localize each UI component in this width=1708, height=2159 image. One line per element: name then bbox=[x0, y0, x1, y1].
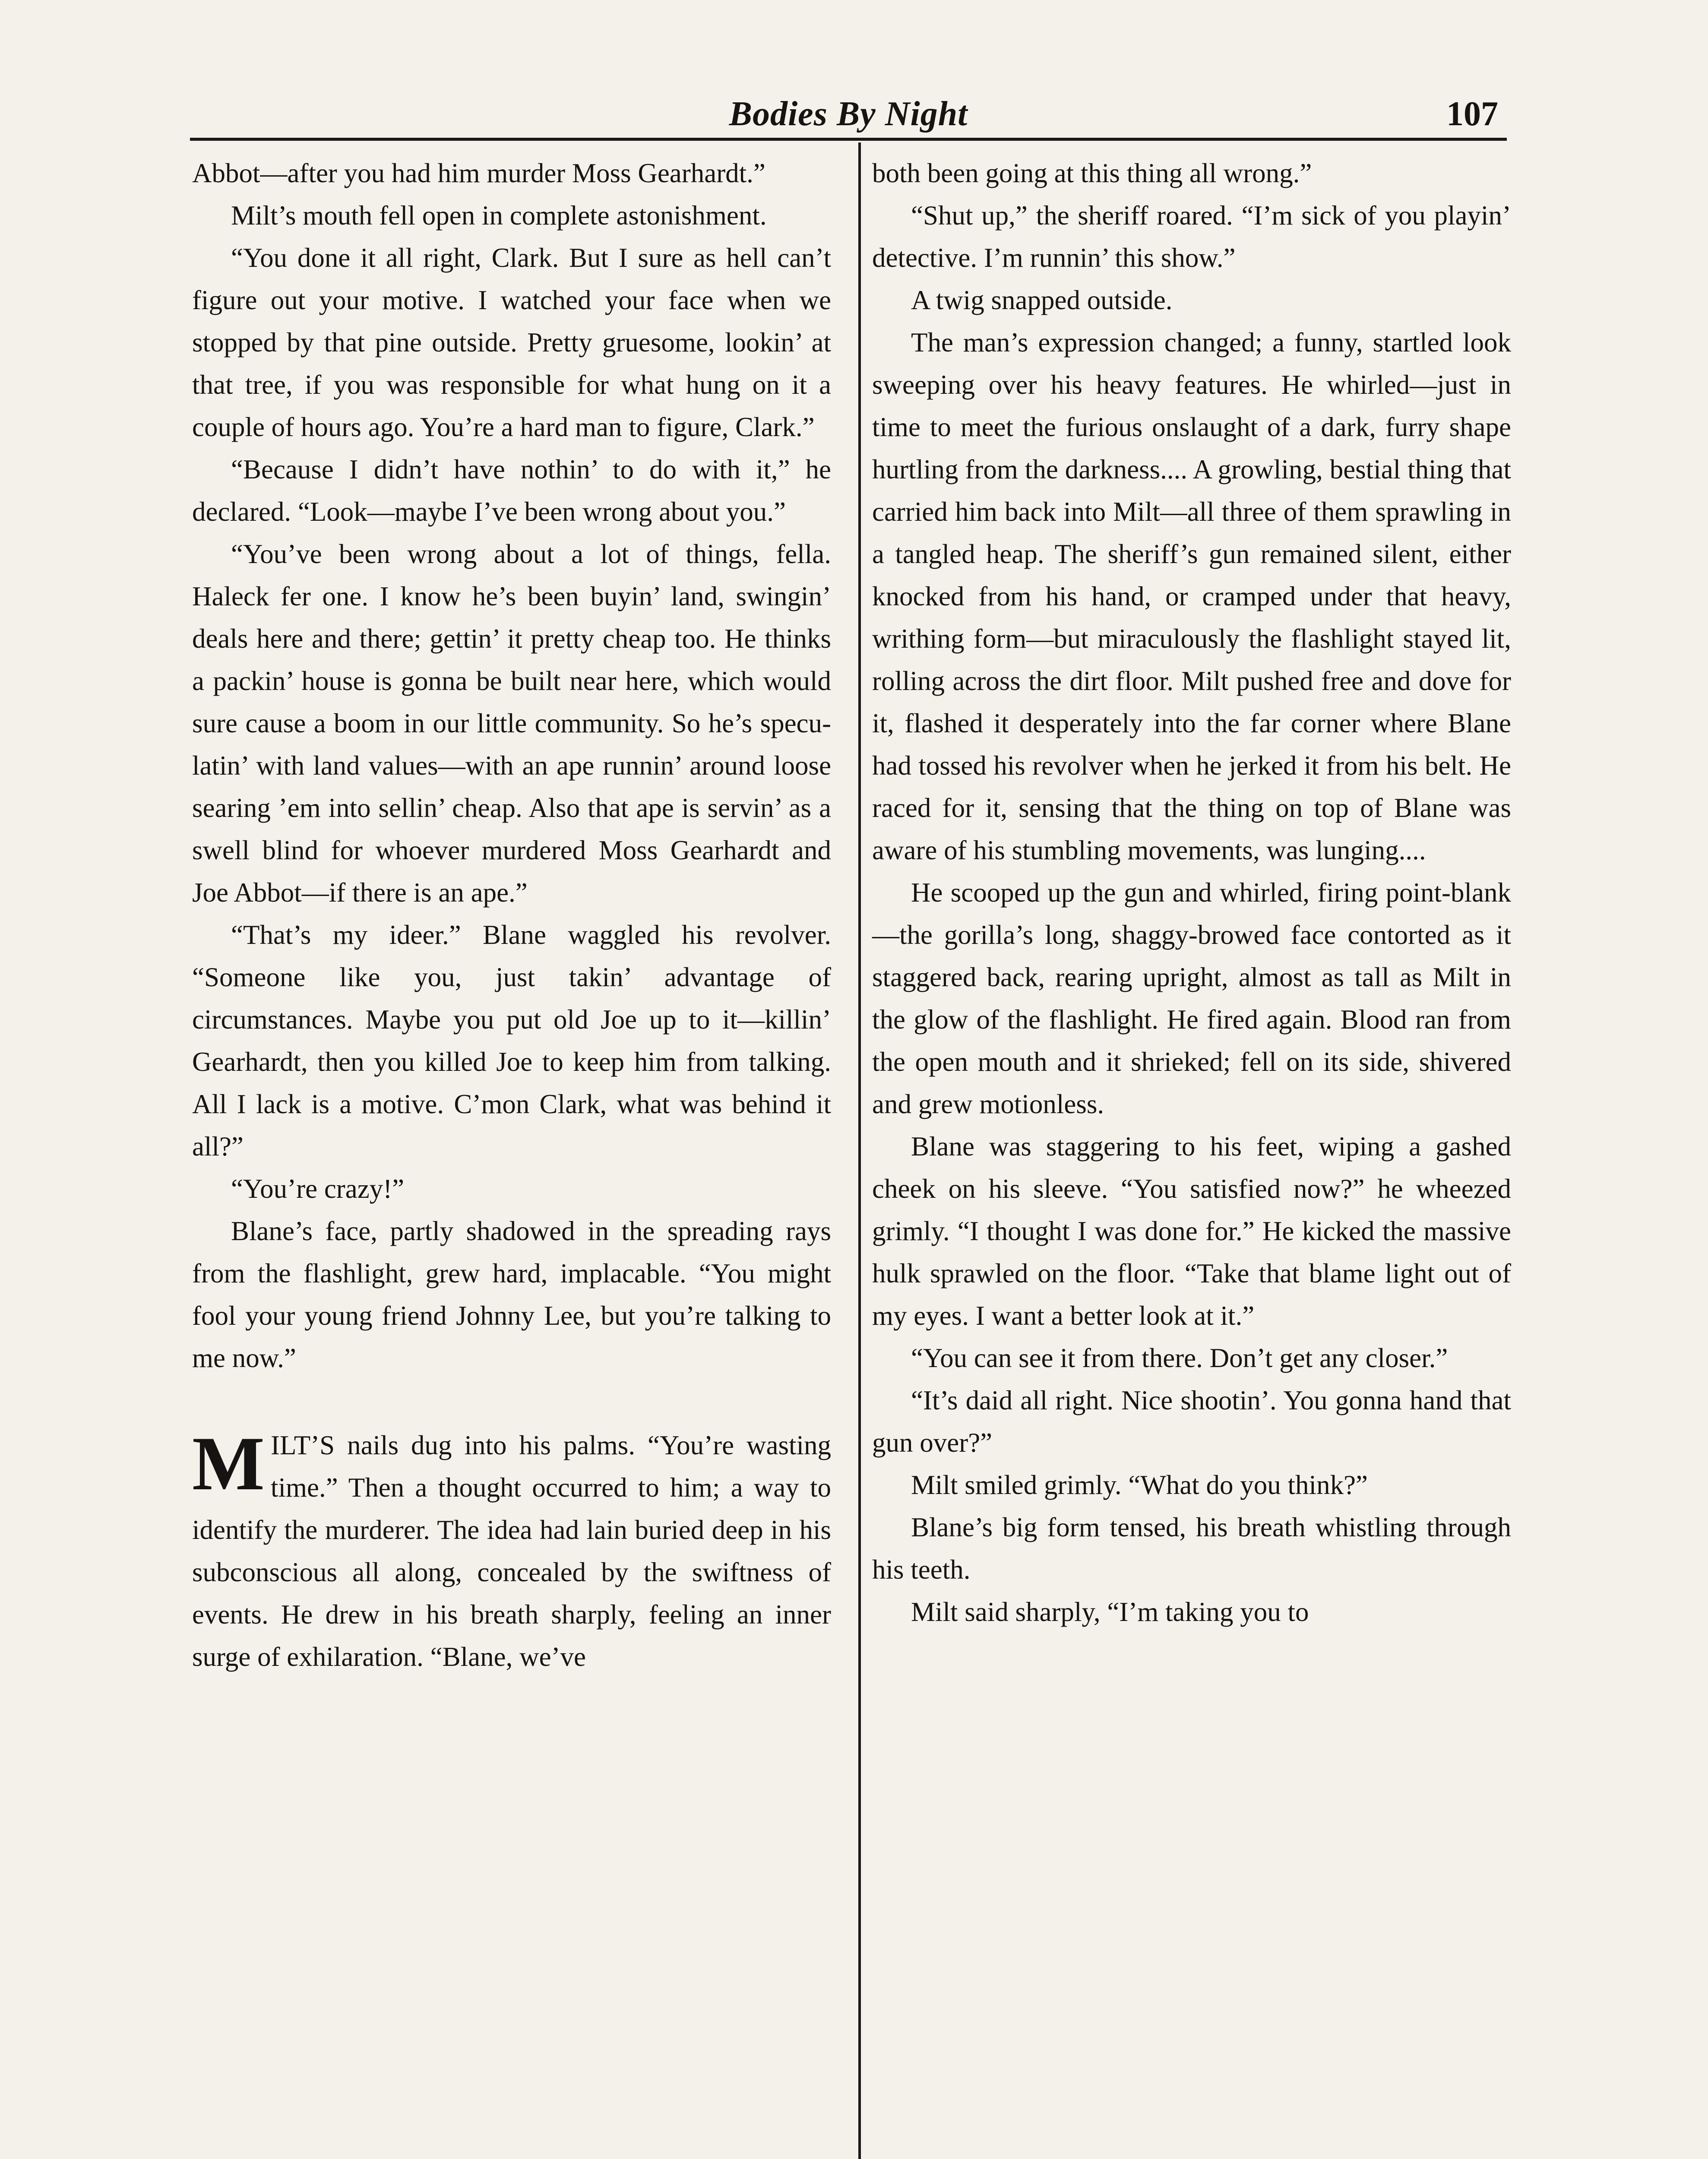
drop-cap: M bbox=[192, 1421, 265, 1506]
paragraph: “You done it all right, Clark. But I sure as hell can’t figure out your motive. I watched your face when we stopped by that pine outside. Pretty gruesome, lookin’ at that tree, if you was responsible for what hung on it a couple of hours ago. You’re a hard man to figure, Clark.” bbox=[192, 243, 831, 442]
paragraph: both been going at this thing all wrong.” bbox=[872, 158, 1312, 188]
paragraph: A twig snapped outside. bbox=[911, 285, 1173, 315]
paragraph: “That’s my ideer.” Blane waggled his revolver. “Someone like you, just takin’ advantage of circumstances. Maybe you put old Joe up to it—killin’ Gearhardt, then you killed Joe to keep him from talking. All I lack is a motive. C’mon Clark, what was behind it all?” bbox=[192, 920, 831, 1162]
page-number: 107 bbox=[1446, 95, 1498, 133]
left-column bbox=[192, 152, 831, 1678]
running-title: Bodies By Night bbox=[729, 95, 968, 133]
paragraph: “Shut up,” the sheriff roared. “I’m sick of you playin’ detective. I’m runnin’ this show.” bbox=[872, 200, 1511, 273]
paragraph: “You’re crazy!” bbox=[231, 1174, 405, 1204]
column-divider bbox=[858, 142, 861, 2159]
paragraph: He scooped up the gun and whirled, firing point-blank—the gorilla’s long, shaggy-browed face contorted as it staggered back, rearing upright, almost as tall as Milt in the glow of the flashlight. He fired again. Blood ran from the open mouth and it shrieked; fell on its side, shivered and grew motionless. bbox=[872, 877, 1511, 1119]
header-rule bbox=[190, 138, 1507, 141]
page-header bbox=[190, 85, 1507, 141]
paragraph: Milt smiled grimly. “What do you think?” bbox=[911, 1470, 1368, 1500]
paragraph: “You can see it from there. Don’t get any closer.” bbox=[911, 1343, 1448, 1373]
paragraph: “It’s daid all right. Nice shootin’. You gonna hand that gun over?” bbox=[872, 1385, 1511, 1458]
paragraph: Blane’s face, partly shadowed in the spreading rays from the flashlight, grew hard, implacable. “You might fool your young friend Johnny Lee, but you’re talking to me now.” bbox=[192, 1216, 831, 1373]
paragraph: “Because I didn’t have nothin’ to do with it,” he declared. “Look—maybe I’ve been wrong about you.” bbox=[192, 454, 831, 527]
paragraph: Milt said sharply, “I’m taking you to bbox=[911, 1597, 1309, 1627]
paragraph: Milt’s mouth fell open in complete astonishment. bbox=[231, 200, 767, 231]
section-text: ILT’S nails dug into his palms. “You’re wasting time.” Then a thought occurred to him; a way to identify the murderer. The idea had lain buried deep in his subconscious all along, concealed by the swiftness of events. He drew in his breath sharply, feeling an inner surge of exhilaration. “Blane, we’ve bbox=[192, 1430, 831, 1672]
paragraph: Blane was staggering to his feet, wiping a gashed cheek on his sleeve. “You satisfied now?” he wheezed grimly. “I thought I was done for.” He kicked the massive hulk sprawled on the floor. “Take that blame light out of my eyes. I want a better look at it.” bbox=[872, 1131, 1511, 1331]
paragraph: “You’ve been wrong about a lot of things, fella. Haleck fer one. I know he’s been buyin’ land, swingin’ deals here and there; gettin’ it pretty cheap too. He thinks a packin’ house is gonna be built near here, which would sure cause a boom in our little community. So he’s speculatin’ with land values—with an ape runnin’ around loose searing ’em into sellin’ cheap. Also that ape is servin’ as a swell blind for whoever murdered Moss Gearhardt and Joe Abbot—if there is an ape.” bbox=[192, 539, 831, 908]
paragraph: Blane’s big form tensed, his breath whistling through his teeth. bbox=[872, 1512, 1511, 1585]
section-start-paragraph bbox=[192, 1421, 831, 1678]
paragraph: Abbot—after you had him murder Moss Gearhardt.” bbox=[192, 158, 765, 188]
paragraph: The man’s expression changed; a funny, startled look sweeping over his heavy features. He whirled—just in time to meet the furious onslaught of a dark, furry shape hurtling from the darkness.... A growling, bestial thing that carried him back into Milt—all three of them sprawling in a tangled heap. The sheriff’s gun remained silent, either knocked from his hand, or cramped under that heavy, writhing form—but miraculously the flashlight stayed lit, rolling across the dirt floor. Milt pushed free and dove for it, flashed it desperately into the far corner where Blane had tossed his revolver when he jerked it from his belt. He raced for it, sensing that the thing on top of Blane was aware of his stumbling movements, was lunging.... bbox=[872, 327, 1511, 865]
right-column bbox=[872, 152, 1511, 1633]
